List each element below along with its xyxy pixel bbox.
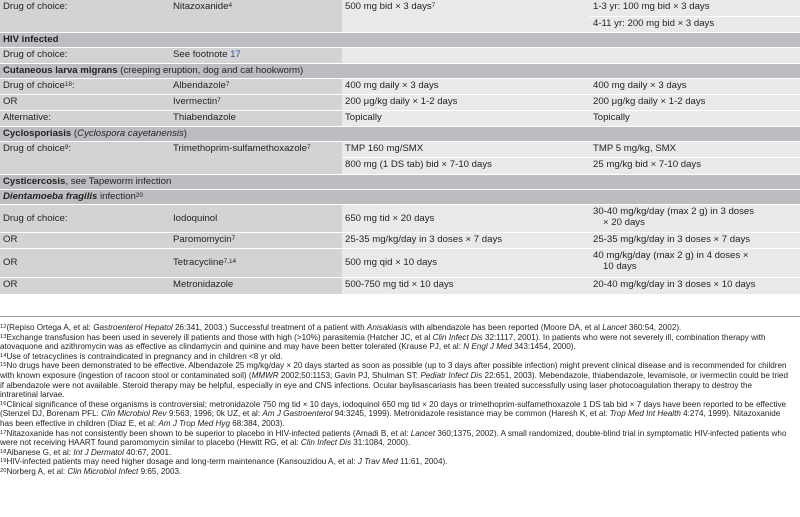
footnote: $^{17}$Nitazoxanide has not consistently been shown to be superior to placebo in HIV-infected patients (Amadi B, et al: Lancet 360;1375, 2002). A small randomized, double-blind trial in symptomatic HIV-infected patients who were not receiving HAART found paromomycin similar to placebo (Hewitt RG, et al: Clin Infect Dis 31:1084, 2000).: [0, 428, 787, 448]
section-header: [0, 32, 800, 47]
footnote: $^{13}$Exchange transfusion has been used in severely ill patients and those with high (>10%) parasitemia (Hatcher JC, et al Clin Infect Dis 32:1117, 2001). In patients who were not severely ill, combination therapy with atovaquone and azithromycin was as effective as clindamycin and quinine and may have been better tolerated (Krause PJ, et al: N Engl J Med 343:1454, 2000).: [0, 332, 766, 352]
drug-name: Paromomycin$^7$: [170, 232, 342, 248]
row-label: OR: [0, 248, 170, 277]
pediatric-dose: 30-40 mg/kg/day (max 2 g) in 3 doses × 20 days: [590, 204, 800, 232]
section-header: [0, 63, 800, 78]
pediatric-dose: 20-40 mg/kg/day in 3 doses × 10 days: [590, 277, 800, 294]
drug-name: Thiabendazole: [170, 110, 342, 126]
footnote: $^{20}$Norberg A, et al: Clin Microbiol Infect 9:65, 2003.: [0, 466, 182, 476]
adult-dose: 500 mg bid × 3 days$^7$: [342, 0, 590, 32]
footnote: $^{16}$Clinical significance of these organisms is controversial; metronidazole 750 mg tid × 10 days, iodoquinol 650 mg tid × 20 days or trimethoprim-sulfamethoxazole 1 DS tab bid × 7 days have been reported to be effective (Stenzel DJ, Borenam PFL: Clin Microbiol Rev 9:563, 1996; 0k UZ, et al: Am J Gastroenterol 94:3245, 1999). Metronidazole resistance may be common (Haresh K, et al: Trop Med Int Health 4:274, 1999). Nitazoxanide has been effective in children (Diaz E, et al: Am J Trop Med Hyg 68:384, 2003).: [0, 399, 787, 428]
section-title: Cyclosporiasis (Cyclospora cayetanensis): [0, 126, 800, 141]
section-title: Dientamoeba fragilis infection$^{20}$: [0, 189, 800, 204]
drug-name: Tetracycline$^{7,14}$: [170, 248, 342, 277]
row-label: OR: [0, 277, 170, 294]
drug-name: Trimethoprim-sulfamethoxazole$^7$: [170, 141, 342, 174]
table-row: [0, 110, 800, 126]
adult-dose: 200 μg/kg daily × 1-2 days: [342, 94, 590, 110]
table-row: [0, 47, 800, 63]
footnotes: [0, 323, 792, 477]
drug-name: Ivermectin$^7$: [170, 94, 342, 110]
table-row: [0, 204, 800, 232]
footnote: $^{15}$No drugs have been demonstrated to be effective. Albendazole 25 mg/kg/day × 20 days started as soon as possible (up to 3 days after possible infection) might prevent clinical disease and is recommended for children with known exposure (ingestion of racoon stool or contaminated soil) (MMWR 2002;50:1153; Gavin PJ, Shulman ST: Pediatr Infect Dis 22:651, 2003). Mebendazole, thiabendazole, levamisole, or ivermectin could be tried if albendazole were not available. Steroid therapy may be helpful, especially in eye and CNS infections. Ocular baylisascariasis has been treated successfully using laser photocoagulation therapy to destroy the intraretinal larvae.: [0, 361, 788, 400]
drug-name: Iodoquinol: [170, 204, 342, 232]
row-label: Drug of choice:: [0, 0, 170, 32]
adult-dose: 650 mg tid × 20 days: [342, 204, 590, 232]
table-row: [0, 248, 800, 277]
table-row: [0, 141, 800, 157]
section-title: Cysticercosis, see Tapeworm infection: [0, 174, 800, 189]
drug-name: Metronidazole: [170, 277, 342, 294]
adult-dose: 400 mg daily × 3 days: [342, 78, 590, 94]
row-label: Drug of choice$^{18}$:: [0, 78, 170, 94]
adult-dose: 500-750 mg tid × 10 days: [342, 277, 590, 294]
table-row: [0, 277, 800, 294]
footnote: $^{12}$(Repiso Ortega A, et al: Gastroenterol Hepatol 26:341, 2003.) Successful treatment of a patient with Anisakiasis with albendazole has been reported (Moore DA, et al Lancet 360:54, 2002).: [0, 323, 682, 332]
section-title: HIV infected: [0, 32, 800, 47]
adult-dose: Topically: [342, 110, 590, 126]
footnote: $^{14}$Use of tetracyclines is contraindicated in pregnancy and in children <8 yr old.: [0, 351, 283, 361]
adult-dose: TMP 160 mg/SMX: [342, 141, 590, 157]
row-label: Drug of choice:: [0, 204, 170, 232]
pediatric-dose: TMP 5 mg/kg, SMX: [590, 141, 800, 157]
row-label: Drug of choice$^9$:: [0, 141, 170, 174]
row-label: OR: [0, 94, 170, 110]
footnote-link[interactable]: 17: [230, 48, 241, 60]
pediatric-dose: 4-11 yr: 200 mg bid × 3 days: [590, 16, 800, 32]
drug-name: Nitazoxanide$^4$: [170, 0, 342, 32]
table-row: [0, 94, 800, 110]
adult-dose: [342, 47, 590, 63]
row-label: Alternative:: [0, 110, 170, 126]
section-header: [0, 189, 800, 204]
pediatric-dose: 1-3 yr: 100 mg bid × 3 days: [590, 0, 800, 16]
table-row: [0, 0, 800, 16]
pediatric-dose: [590, 47, 800, 63]
table-row: [0, 232, 800, 248]
drug-name: See footnote 17: [170, 47, 342, 63]
table-row: [0, 78, 800, 94]
adult-dose: 800 mg (1 DS tab) bid × 7-10 days: [342, 157, 590, 174]
drug-name: Albendazole$^7$: [170, 78, 342, 94]
pediatric-dose: 400 mg daily × 3 days: [590, 78, 800, 94]
adult-dose: 25-35 mg/kg/day in 3 doses × 7 days: [342, 232, 590, 248]
pediatric-dose: 25 mg/kg bid × 7-10 days: [590, 157, 800, 174]
table-bottom-rule: [0, 316, 800, 317]
section-title: Cutaneous larva migrans (creeping eruption, dog and cat hookworm): [0, 63, 800, 78]
row-label: Drug of choice:: [0, 47, 170, 63]
section-header: [0, 174, 800, 189]
footnote: $^{19}$HIV-infected patients may need higher dosage and long-term maintenance (Kansouzidou A, et al: J Trav Med 11:61, 2004).: [0, 457, 448, 467]
pediatric-dose: 40 mg/kg/day (max 2 g) in 4 doses × 10 days: [590, 248, 800, 277]
footnote: $^{18}$Albanese G, et al: Int J Dermatol 40:67, 2001.: [0, 447, 172, 457]
pediatric-dose: 200 μg/kg daily × 1-2 days: [590, 94, 800, 110]
pediatric-dose: 25-35 mg/kg/day in 3 doses × 7 days: [590, 232, 800, 248]
adult-dose: 500 mg qid × 10 days: [342, 248, 590, 277]
section-header: [0, 126, 800, 141]
row-label: OR: [0, 232, 170, 248]
pediatric-dose: Topically: [590, 110, 800, 126]
